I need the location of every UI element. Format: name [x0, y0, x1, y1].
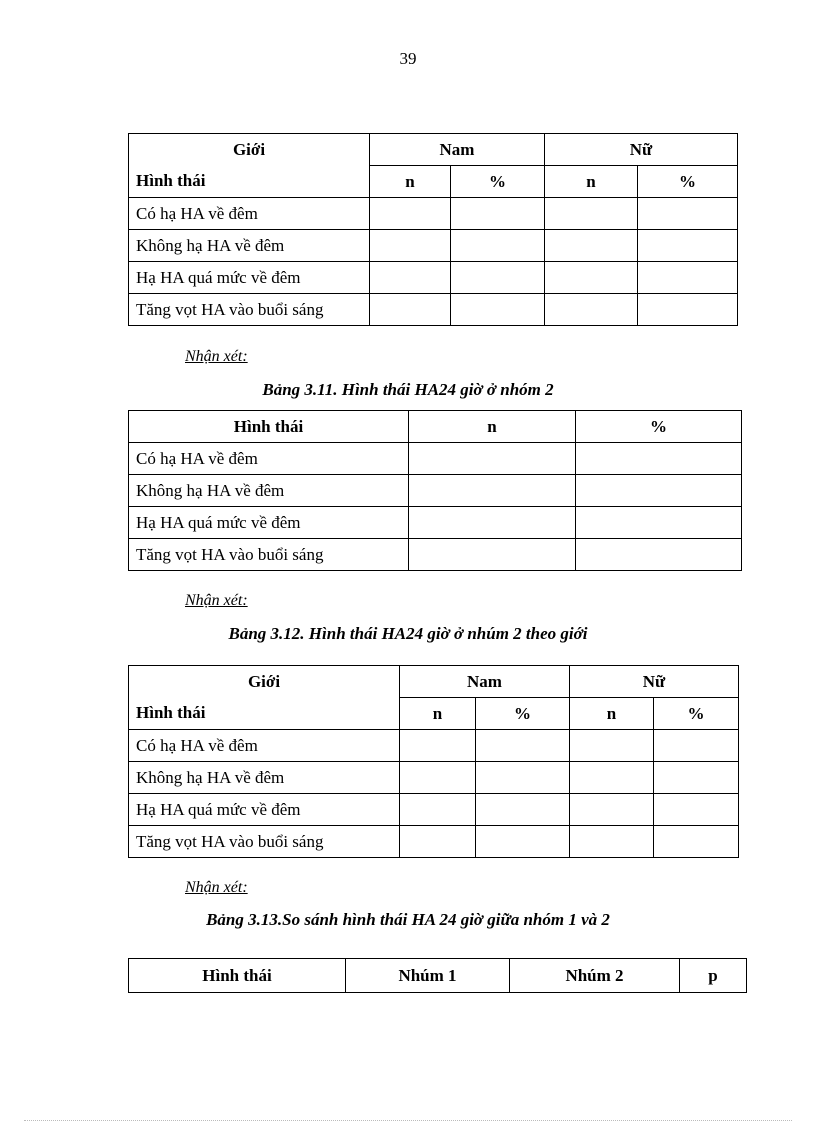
cell — [570, 762, 654, 794]
cell — [570, 826, 654, 858]
header-pct: % — [451, 166, 545, 198]
cell — [451, 294, 545, 326]
header-form: Hình thái — [129, 411, 409, 443]
row-label: Tăng vọt HA vào buổi sáng — [129, 294, 370, 326]
row-label: Tăng vọt HA vào buổi sáng — [129, 826, 400, 858]
table-compare-groups — [128, 958, 747, 993]
cell — [654, 826, 739, 858]
cell — [400, 730, 476, 762]
cell — [409, 539, 576, 571]
cell — [545, 294, 638, 326]
cell — [576, 539, 742, 571]
row-label: Tăng vọt HA vào buổi sáng — [129, 539, 409, 571]
cell — [409, 443, 576, 475]
table-row — [129, 230, 738, 262]
cell — [451, 198, 545, 230]
cell — [400, 794, 476, 826]
cell — [476, 826, 570, 858]
table-morphology-group2 — [128, 410, 742, 571]
header-group1: Nhúm 1 — [346, 959, 510, 993]
table-row — [129, 507, 742, 539]
row-label: Không hạ HA về đêm — [129, 762, 400, 794]
cell — [638, 198, 738, 230]
table-row — [129, 475, 742, 507]
table-row — [129, 730, 739, 762]
header-form: Hình thái — [129, 959, 346, 993]
header-male: Nam — [370, 134, 545, 166]
cell — [545, 230, 638, 262]
page-number: 39 — [399, 49, 417, 68]
cell — [409, 475, 576, 507]
row-label: Có hạ HA về đêm — [129, 443, 409, 475]
remark-label: Nhận xét: — [185, 879, 248, 896]
table-row — [129, 794, 739, 826]
cell — [400, 762, 476, 794]
cell — [409, 507, 576, 539]
cell — [545, 262, 638, 294]
page-bottom-divider — [24, 1120, 792, 1121]
table-gender-morphology-group2 — [128, 665, 739, 858]
header-gender: Giới — [129, 134, 370, 166]
header-female: Nữ — [545, 134, 738, 166]
header-n: n — [400, 698, 476, 730]
header-pct: % — [576, 411, 742, 443]
header-female: Nữ — [570, 666, 739, 698]
cell — [476, 794, 570, 826]
cell — [654, 794, 739, 826]
row-label: Có hạ HA về đêm — [129, 198, 370, 230]
table-caption-3-11: Bảng 3.11. Hình thái HA24 giờ ở nhóm 2 — [262, 380, 554, 399]
row-label: Hạ HA quá mức về đêm — [129, 262, 370, 294]
cell — [451, 230, 545, 262]
table-row — [129, 294, 738, 326]
table-caption-3-13: Bảng 3.13.So sánh hình thái HA 24 giờ giữa nhóm 1 và 2 — [206, 910, 610, 929]
row-label: Có hạ HA về đêm — [129, 730, 400, 762]
cell — [370, 198, 451, 230]
header-form: Hình thái — [129, 166, 370, 198]
cell — [370, 294, 451, 326]
cell — [638, 262, 738, 294]
table-row — [129, 262, 738, 294]
row-label: Không hạ HA về đêm — [129, 230, 370, 262]
cell — [654, 730, 739, 762]
cell — [476, 730, 570, 762]
cell — [576, 443, 742, 475]
remark-label: Nhận xét: — [185, 348, 248, 365]
cell — [370, 230, 451, 262]
cell — [654, 762, 739, 794]
table-caption-3-12: Bảng 3.12. Hình thái HA24 giờ ở nhúm 2 theo giới — [228, 624, 588, 643]
cell — [545, 198, 638, 230]
row-label: Không hạ HA về đêm — [129, 475, 409, 507]
cell — [451, 262, 545, 294]
cell — [576, 507, 742, 539]
header-pct: % — [638, 166, 738, 198]
header-group2: Nhúm 2 — [510, 959, 680, 993]
header-n: n — [370, 166, 451, 198]
cell — [638, 294, 738, 326]
header-form: Hình thái — [129, 698, 400, 730]
header-p: p — [680, 959, 747, 993]
header-pct: % — [476, 698, 570, 730]
cell — [638, 230, 738, 262]
header-n: n — [545, 166, 638, 198]
remark-label: Nhận xét: — [185, 592, 248, 609]
header-n: n — [409, 411, 576, 443]
cell — [570, 794, 654, 826]
table-row — [129, 826, 739, 858]
cell — [400, 826, 476, 858]
cell — [370, 262, 451, 294]
header-n: n — [570, 698, 654, 730]
row-label: Hạ HA quá mức về đêm — [129, 794, 400, 826]
table-row — [129, 443, 742, 475]
cell — [476, 762, 570, 794]
header-gender: Giới — [129, 666, 400, 698]
table-row — [129, 539, 742, 571]
table-row — [129, 762, 739, 794]
row-label: Hạ HA quá mức về đêm — [129, 507, 409, 539]
header-male: Nam — [400, 666, 570, 698]
table-gender-morphology-top — [128, 133, 738, 326]
cell — [570, 730, 654, 762]
cell — [576, 475, 742, 507]
header-pct: % — [654, 698, 739, 730]
table-row — [129, 198, 738, 230]
